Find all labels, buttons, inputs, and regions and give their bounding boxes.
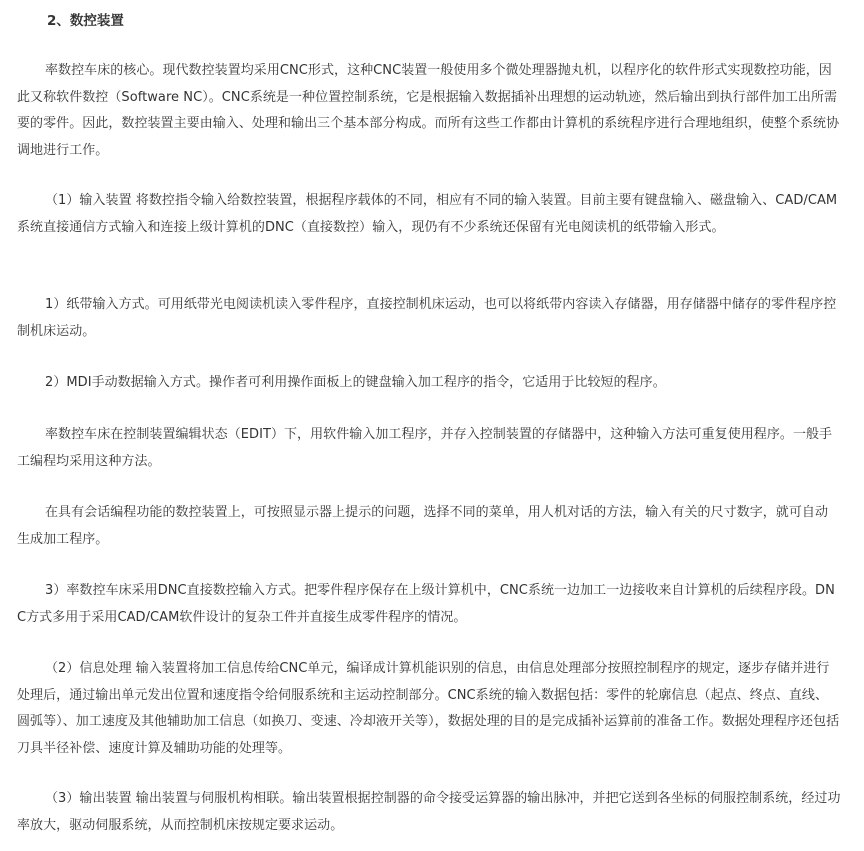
paragraph-conversational: 在具有会话编程功能的数控装置上，可按照显示器上提示的问题，选择不同的菜单，用人机对话的方法，输入有关的尺寸数字，就可自动生成加工程序。	[17, 505, 829, 547]
paragraph-output-device: （3）输出装置 输出装置与伺服机构相联。输出装置根据控制器的命令接受运算器的输出脉冲，并把它送到各坐标的伺服控制系统，经过功率放大，驱动伺服系统，从而控制机床按规定要求运动。	[17, 791, 841, 833]
paragraph-dnc-input: 3）率数控车床采用DNC直接数控输入方式。把零件程序保存在上级计算机中，CNC系统一边加工一边接收来自计算机的后续程序段。DNC方式多用于采用CAD/CAM软件设计的复杂工件并直接生成零件程序的情况。	[17, 583, 835, 625]
paragraph-input-device: （1）输入装置 将数控指令输入给数控装置，根据程序载体的不同，相应有不同的输入装置。目前主要有键盘输入、磁盘输入、CAD/CAM系统直接通信方式输入和连接上级计算机的DNC（直接数控）输入，现仍有不少系统还保留有光电阅读机的纸带输入形式。	[17, 193, 838, 235]
paragraph-information-processing: （2）信息处理 输入装置将加工信息传给CNC单元，编译成计算机能识别的信息，由信息处理部分按照控制程序的规定，逐步存储并进行处理后，通过输出单元发出位置和速度指令给伺服系统和主运动控制部分。CNC系统的输入数据包括：零件的轮廓信息（起点、终点、直线、圆弧等）、加工速度及其他辅助加工信息（如换刀、变速、冷却液开关等），数据处理的目的是完成插补运算前的准备工作。数据处理程序还包括刀具半径补偿、速度计算及辅助功能的处理等。	[17, 661, 840, 756]
paragraph-tape-input: 1）纸带输入方式。可用纸带光电阅读机读入零件程序，直接控制机床运动，也可以将纸带内容读入存储器，用存储器中储存的零件程序控制机床运动。	[17, 297, 837, 339]
paragraph-edit-mode: 率数控车床在控制装置编辑状态（EDIT）下，用软件输入加工程序，并存入控制装置的存储器中，这种输入方法可重复使用程序。一般手工编程均采用这种方法。	[17, 427, 833, 469]
paragraph-cnc-core: 率数控车床的核心。现代数控装置均采用CNC形式，这种CNC装置一般使用多个微处理器抛丸机，以程序化的软件形式实现数控功能，因此又称软件数控（Software NC）。CNC系统是一种位置控制系统，它是根据输入数据插补出理想的运动轨迹，然后输出到执行部件加工出所需要的零件。因此，数控装置主要由输入、处理和输出三个基本部分构成。而所有这些工作都由计算机的系统程序进行合理地组织，使整个系统协调地进行工作。	[17, 63, 840, 158]
section-heading: 2、数控装置	[47, 13, 124, 29]
paragraph-mdi-input: 2）MDI手动数据输入方式。操作者可利用操作面板上的键盘输入加工程序的指令，它适用于比较短的程序。	[45, 375, 666, 390]
